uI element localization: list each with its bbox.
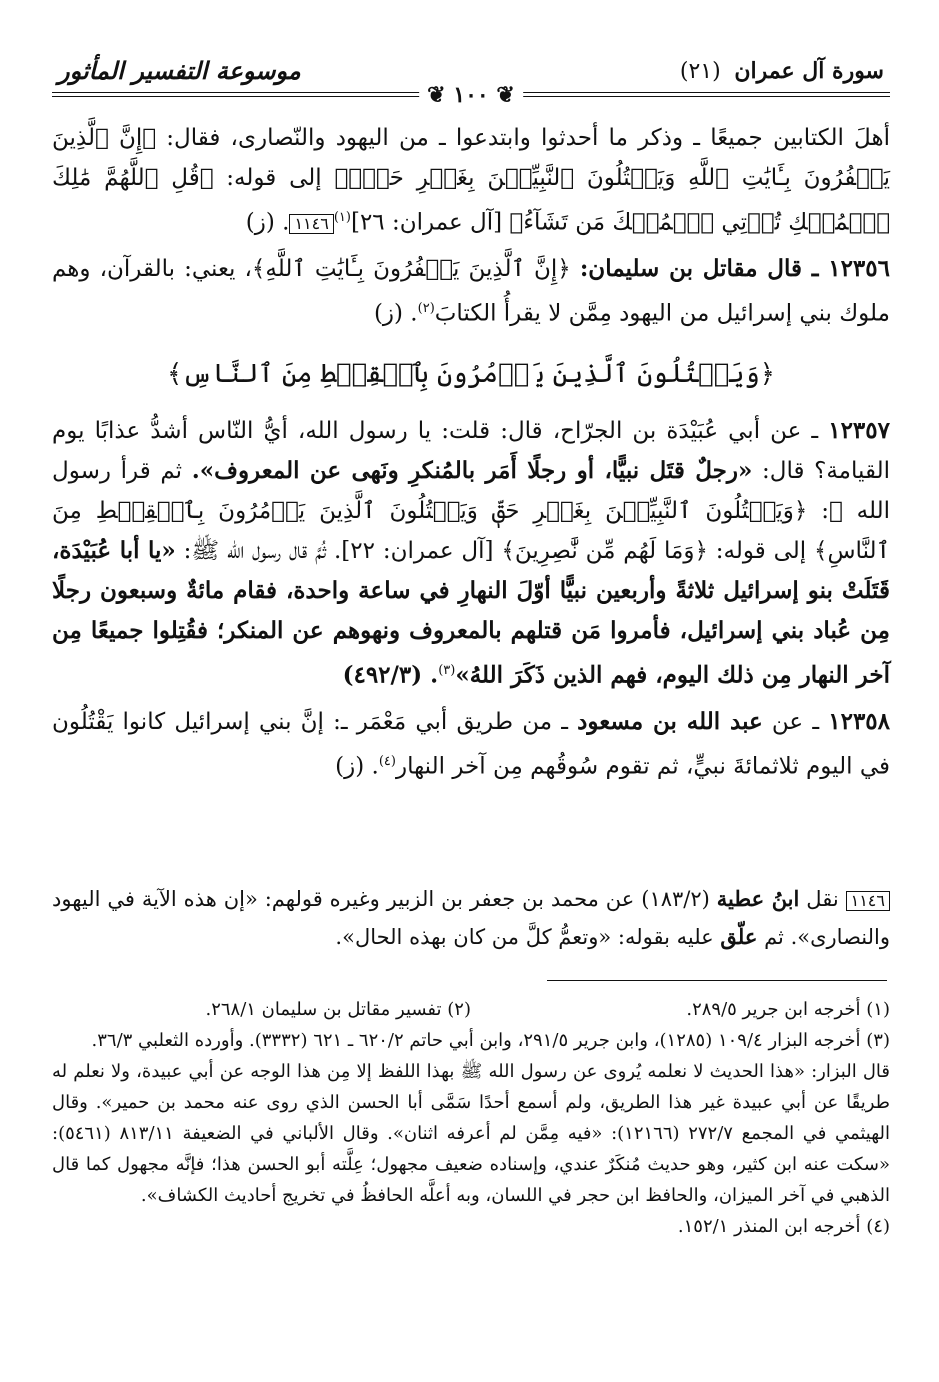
surah-number: (٢١) <box>679 59 721 84</box>
p4-number: ١٢٣٥٨ <box>828 707 891 735</box>
footnote-2: (٢) تفسير مقاتل بن سليمان ٢٦٨/١. <box>205 999 471 1020</box>
p1-ref: (١) <box>333 210 351 225</box>
p1-text: أهلَ الكتابين جميعًا ـ وذكر ما أحدثوا وابتدعوا ـ من اليهود والنّصارى، فقال: ﴿إِنَّ ٱلَّذِينَ يَكۡفُرُونَ بِـَٔايَٰتِ ٱللَّهِ وَيَقۡتُلُونَ ٱلنَّبِيِّـۧنَ بِغَيۡرِ حَقّٖ﴾ إلى قوله: ﴿قُلِ ٱللَّهُمَّ مَٰلِكَ ٱلۡمُلۡكِ تُؤۡتِي ٱلۡمُلۡكَ مَن تَشَآءُ﴾ [آل عمران: ٢٦] <box>52 125 890 236</box>
verse-heading: ﴿وَيَقۡتُلُونَ ٱلَّذِينَ يَأۡمُرُونَ بِٱلۡقِسۡطِ مِنَ ٱلنَّاسِ﴾ <box>167 359 775 390</box>
p2-number: ١٢٣٥٦ ـ قال مقاتل بن سليمان: <box>579 254 890 282</box>
p4-end: . (ز) <box>335 753 379 780</box>
book-title: موسوعة التفسير المأثور <box>58 56 301 85</box>
footnote-1: (١) أخرجه ابن جرير ٢٨٩/٥. <box>686 999 890 1020</box>
p2-end: . (ز) <box>373 300 418 327</box>
p2-text: ﴿إِنَّ ٱلَّذِينَ يَكۡفُرُونَ بِـَٔايَٰتِ ٱللَّهِ﴾، يعني: بالقرآن، وهم ملوك بني إسرائيل من اليهود مِمَّن لا يقرأُ الكتابَ <box>52 255 890 327</box>
main-text <box>52 118 890 793</box>
footnote-4: (٤) أخرجه ابن المنذر ١٥٢/١. <box>677 1216 890 1237</box>
page-number-text: ١٠٠ <box>453 82 489 108</box>
paragraph-1 <box>52 118 890 243</box>
p4-text-a: ـ عن <box>771 708 820 735</box>
editor-comment <box>52 880 890 956</box>
footnote-separator <box>547 980 887 981</box>
p4-text-b: ـ من طريق أبي مَعْمَر ـ: إنَّ بني إسرائيل كانوا يَقْتُلُون في اليوم ثلاثمائةَ نبيٍّ، ثم تقوم سُوقُهم مِن آخر النهار <box>52 708 890 780</box>
paragraph-12356 <box>52 249 890 334</box>
p1-end: . (ز) <box>245 209 290 236</box>
comment-ref-box: ١١٤٦ <box>289 214 333 234</box>
p4-name: عبد الله بن مسعود <box>577 707 763 735</box>
paragraph-12358 <box>52 702 890 787</box>
comment-name: ابنُ عطية <box>716 886 800 911</box>
comment-box: ١١٤٦ <box>846 891 890 911</box>
p3-hadith-1: «رجلٌ قتَل نبيًّا، أو رجلًا أَمَر بالمُنكرِ ونَهى عن المعروف». <box>191 457 753 485</box>
paragraph-12357 <box>52 411 890 696</box>
p4-ref: (٤) <box>378 753 396 769</box>
comment-b: (١٨٣/٢) عن محمد بن جعفر بن الزبير وغيره قولهم: «إن هذه الآية في اليهود والنصارى». ثم <box>52 887 890 949</box>
page-number <box>419 82 523 108</box>
surah-name: سورة آل عمران <box>734 58 884 84</box>
p3-end: . (٤٩٢/٣) <box>342 661 439 689</box>
comment-bold: علّق <box>720 924 758 949</box>
p2-ref: (٢) <box>417 300 435 316</box>
comment-c: عليه بقوله: «وتعمُّ كلَّ من كان بهذه الحال». <box>335 925 714 949</box>
p3-text-a: ـ عن أبي عُبَيْدَة بن الجرّاح، قال: قلت: يا رسول الله، أيُّ النّاس أشدُّ عذابًا يوم القيامة؟ قال: <box>52 418 890 485</box>
p3-hadith-2: «يا أبا عُبَيْدَة، قَتَلَتْ بنو إسرائيل ثلاثةً وأربعين نبيًّا أوّلَ النهارِ في ساعة واحدة، فقام مائةٌ وسبعون رجلًا مِن عُباد بني إسرائيل، فأمروا مَن قتلهم بالمعروف ونهوهم عن المنكر؛ فقُتِلوا جميعًا مِن آخر النهار مِن ذلك اليوم، فهم الذين ذَكَرَ اللهُ» <box>52 537 890 689</box>
footnote-3: (٣) أخرجه البزار ١٠٩/٤ (١٢٨٥)، وابن جرير ٢٩١/٥، وابن أبي حاتم ٦٢٠/٢ ـ ٦٢١ (٣٣٣٢). وأورده الثعلبي ٣٦/٣. <box>91 1030 890 1051</box>
footnotes <box>52 994 890 1242</box>
comment-a: نقل <box>806 887 839 911</box>
p3-text-c: ثم قرأ رسول الله ﷺ: ﴿وَيَقۡتُلُونَ ٱلنَّبِيِّـۧنَ بِغَيۡرِ حَقّٖ وَيَقۡتُلُونَ ٱلَّذِينَ يَأۡمُرُونَ بِٱلۡقِسۡطِ مِنَ ٱلنَّاسِ﴾ إلى قوله: ﴿وَمَا لَهُم مِّن نَّٰصِرِينَ﴾ [آل عمران: ٢٢]. ثُمَّ قال رسول الله ﷺ: <box>52 458 890 565</box>
p3-ref: (٣) <box>438 663 456 679</box>
surah-title <box>680 58 884 84</box>
footnote-row-1 <box>52 994 890 1025</box>
p3-number: ١٢٣٥٧ <box>828 417 890 445</box>
footnote-3b: قال البزار: «هذا الحديث لا نعلمه يُروى عن رسول الله ﷺ بهذا اللفظ إلا مِن هذا الوجه عن أبي عبيدة، ولا نعلم له طريقًا عن أبي عبيدة غير هذا الطريق، ولم أسمع أحدًا سَمَّى أبا الحسن الذي روى عنه محمد بن حمير». وقال الهيثمي في المجمع ٢٧٢/٧ (١٢١٦٦): «فيه مِمَّن لم أعرفه اثنان». وقال الألباني في الضعيفة ٨١٣/١١ (٥٤٦١): «سكت عنه ابن كثير، وهو حديث مُنكَرٌ عندي، وإسناده ضعيف مجهول؛ عِلَّته أبو الحسن هذا؛ فإنَّه مجهول كما قال الذهبي في آخر الميزان، والحافظ ابن حجر في اللسان، وبه أعلَّه الحافظُ في تخريج أحاديث الكشاف». <box>52 1061 891 1206</box>
page-header <box>52 52 890 108</box>
ornament-icon: ❦ <box>427 82 454 108</box>
ornament-icon: ❦ <box>488 82 515 108</box>
